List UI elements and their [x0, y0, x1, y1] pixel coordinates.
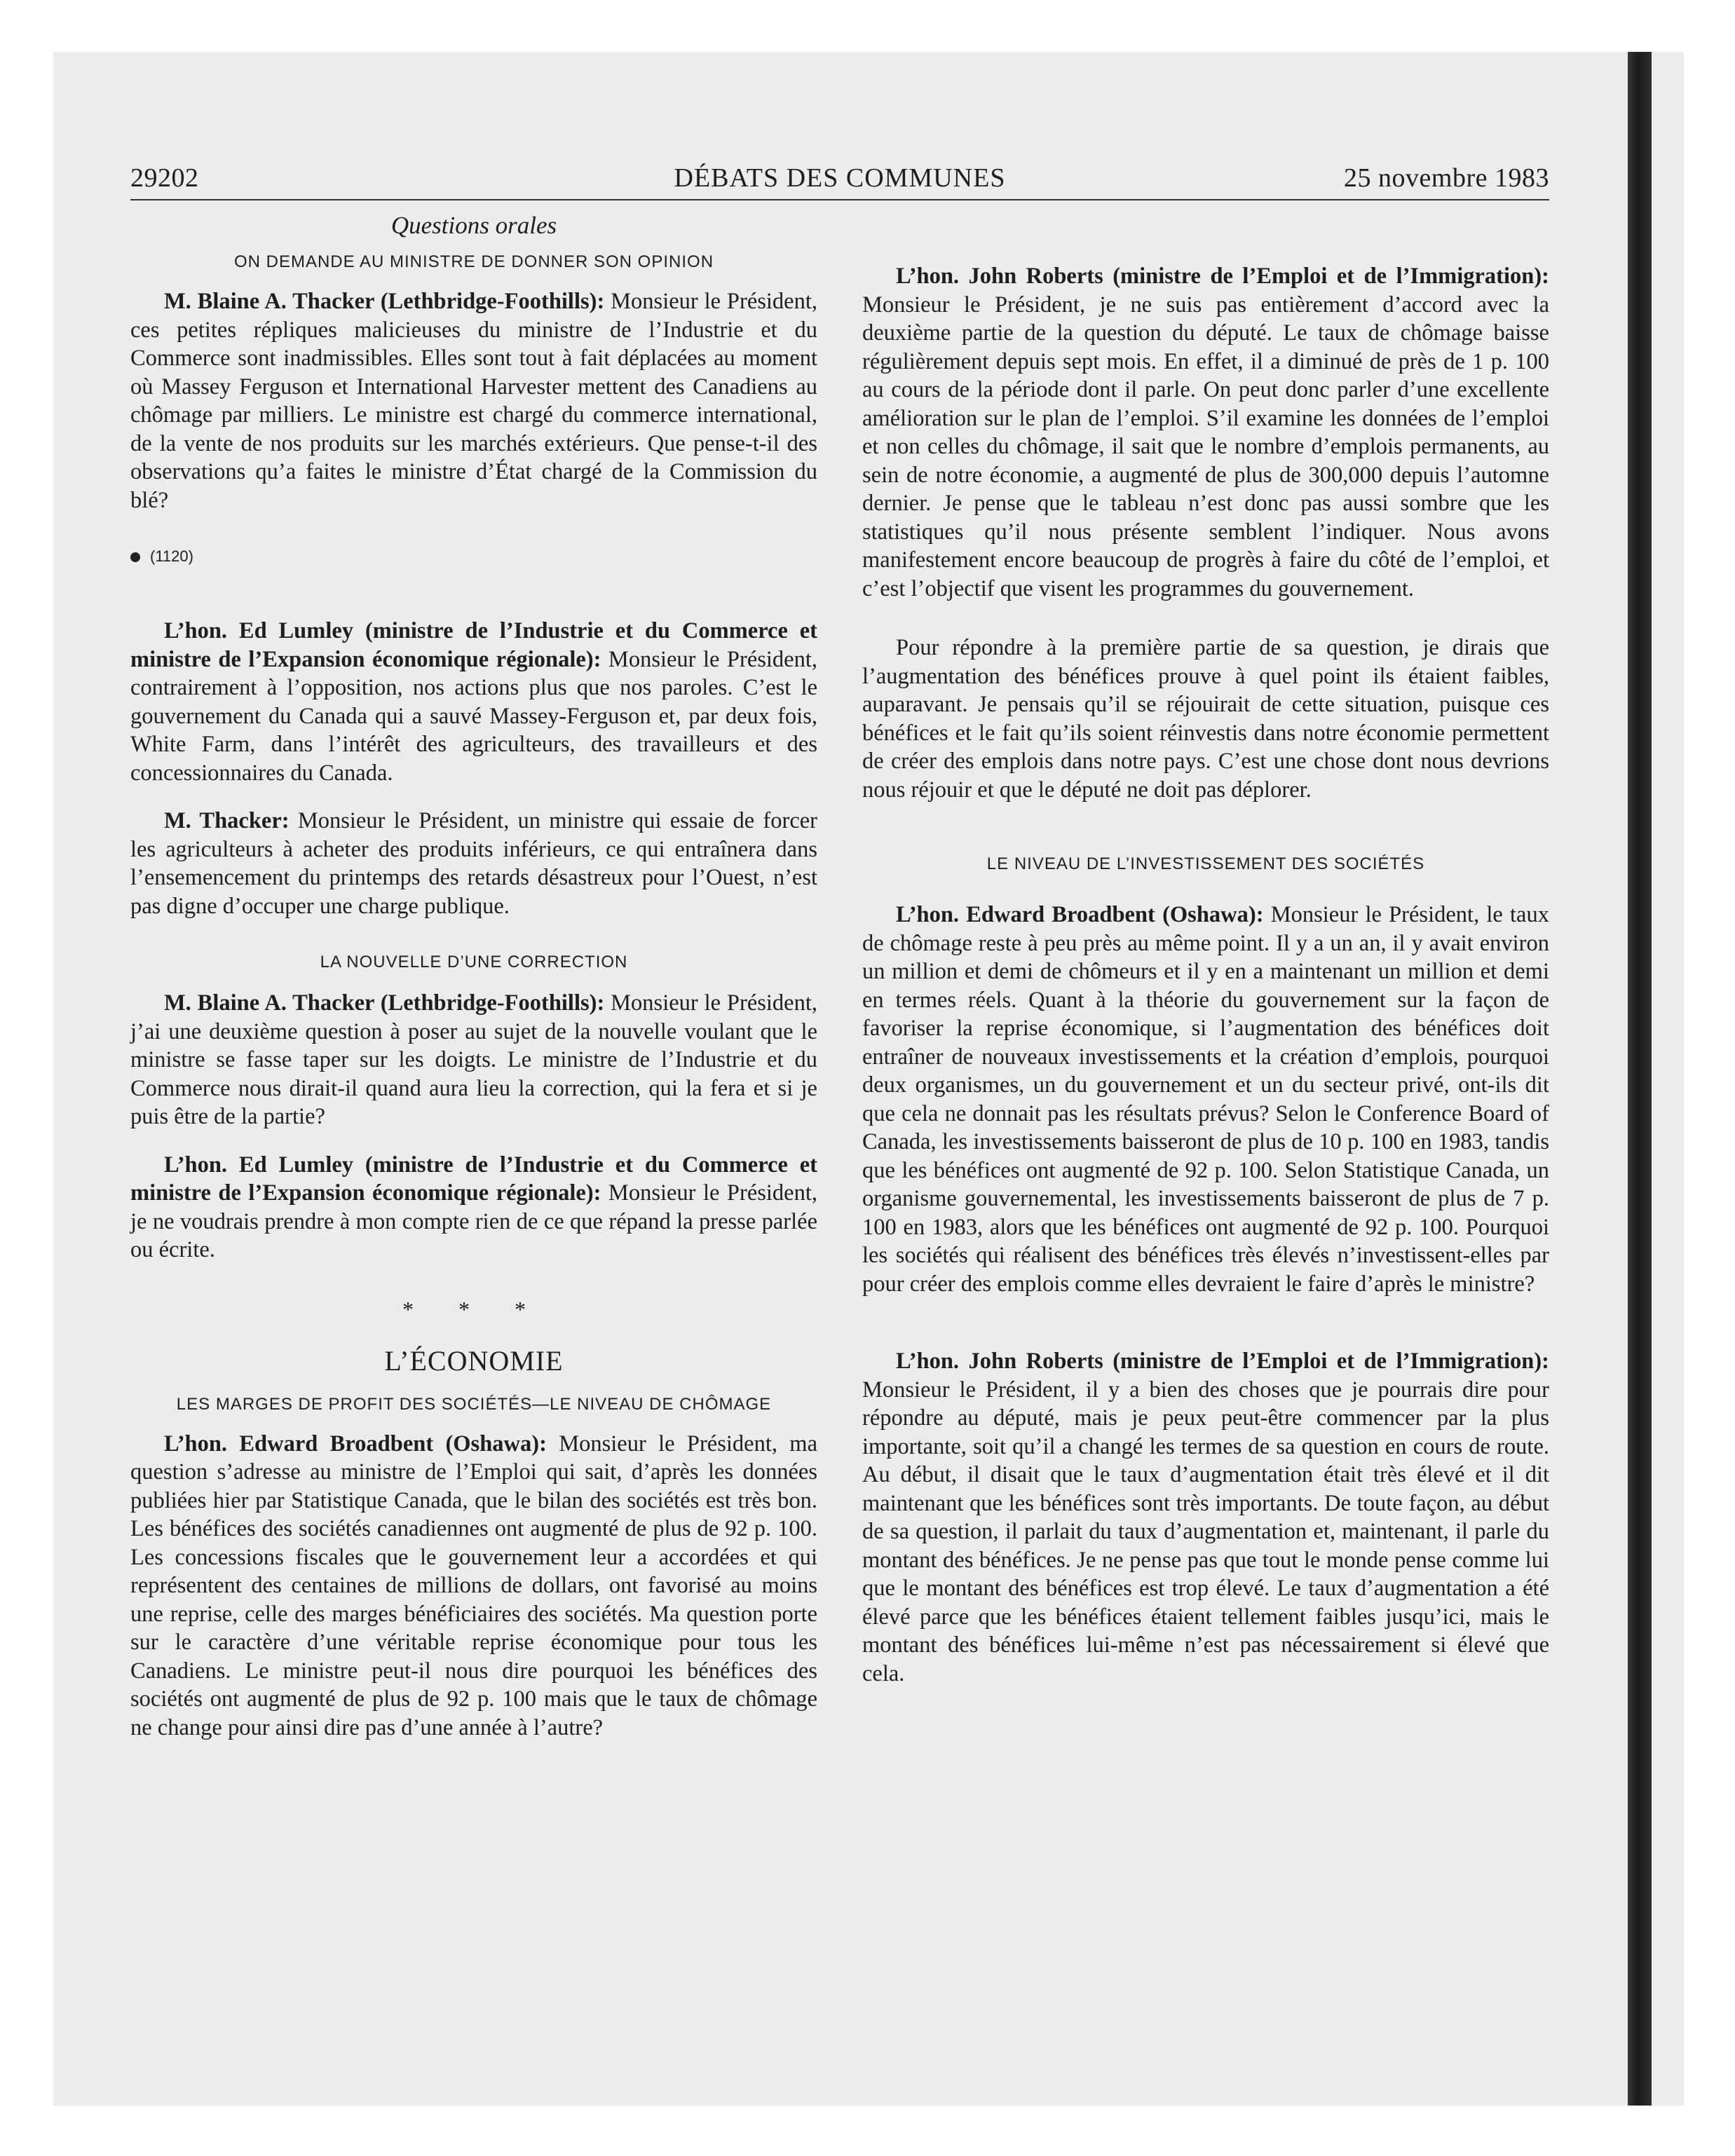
speaker-name: M. Blaine A. Thacker (Lethbridge-Foothills):: [164, 990, 605, 1016]
speaker-name: L’hon. John Roberts (ministre de l’Emploi et de l’Immigration):: [896, 264, 1549, 289]
speech-text: Monsieur le Président, contrairement à l’opposition, nos actions plus que nos paroles. C’est le gouvernement du Canada qui a sauvé Massey-Ferguson et, par deux fois, White Farm, dans l’intérêt des agriculteurs, des travailleurs et des concessionnaires du Canada.: [130, 646, 817, 786]
subheading: ON DEMANDE AU MINISTRE DE DONNER SON OPINION: [233, 252, 714, 271]
speaker-name: L’hon. Ed Lumley (ministre de l’Industrie et du Commerce et ministre de l’Expansion économique régionale):: [130, 618, 817, 672]
subheading: LA NOUVELLE D’UNE CORRECTION: [320, 953, 628, 971]
speaker-name: M. Thacker:: [164, 808, 290, 833]
speech-paragraph: Pour répondre à la première partie de sa question, je dirais que l’augmentation des bénéfices prouve à quel point ils étaient faibles, auparavant. Je pensais qu’il se réjouirait de cette situation, puisque ces bénéfices et le fait qu’ils soient réinvestis dans notre économie permettent de créer des emplois dans notre pays. C’est une chose dont nous devrions nous réjouir et que le député ne doit pas déplorer.: [862, 635, 1549, 803]
subheading: LE NIVEAU DE L’INVESTISSEMENT DES SOCIÉTÉS: [986, 854, 1425, 873]
header-rule: [130, 199, 1549, 200]
speech-text: Monsieur le Président, j’ai une deuxième question à poser au sujet de la nouvelle voulant que le ministre se fasse taper sur les doigts. Le ministre de l’Industrie et du Commerce nous dirait-il quand aura lieu la correction, qui la fera et si je puis être de la partie?: [130, 990, 818, 1129]
right-column: [862, 262, 1549, 1688]
speech-text: Monsieur le Président, je ne voudrais prendre à mon compte rien de ce que répand la presse parlée ou écrite.: [130, 1180, 817, 1262]
left-column: [130, 210, 817, 1742]
time-marker-text: (1120): [150, 547, 193, 565]
publication-title: DÉBATS DES COMMUNES: [674, 163, 1006, 193]
speaker-name: M. Blaine A. Thacker (Lethbridge-Foothills):: [164, 289, 605, 314]
speech-text: Monsieur le Président, je ne suis pas entièrement d’accord avec la deuxième partie de la question du député. Le taux de chômage baisse régulièrement depuis sept mois. En effet, il a diminué de près de 1 p. 100 au cours de la période dont il parle. On peut donc parler d’une excellente amélioration sur le plan de l’emploi. S’il examine les données de l’emploi et non celles du chômage, il sait que le nombre d’emplois permanents, au sein de notre économie, a augmenté de plus de 300,000 depuis l’automne dernier. Je pense que le tableau n’est donc pas aussi sombre que les statistiques qu’il nous présente semblent l’indiquer. Nous avons manifestement encore beaucoup de progrès à faire du côté de l’emploi, et c’est l’objectif que visent les programmes du gouvernement.: [862, 292, 1549, 601]
speech-text: Monsieur le Président, ces petites répliques malicieuses du ministre de l’Industrie et du Commerce sont inadmissibles. Elles sont tout à fait déplacées au moment où Massey Ferguson et International Harvester mettent des Canadiens au chômage par milliers. Le ministre est chargé du commerce international, de la vente de nos produits sur les marchés extérieurs. Que pense-t-il des observations qu’a faites le ministre d’État chargé de la Commission du blé?: [130, 289, 818, 513]
speech-paragraph: [130, 1430, 817, 1742]
bullet-icon: [130, 552, 140, 562]
speech-paragraph: [130, 989, 817, 1131]
speaker-name: L’hon. John Roberts (ministre de l’Emploi et de l’Immigration):: [896, 1349, 1549, 1374]
speech-paragraph: [862, 1347, 1549, 1688]
page-date: 25 novembre 1983: [1344, 163, 1549, 193]
topic-heading: L’ÉCONOMIE: [384, 1344, 564, 1377]
speaker-name: L’hon. Edward Broadbent (Oshawa):: [896, 902, 1264, 927]
speech-text: Monsieur le Président, il y a bien des choses que je pourrais dire pour répondre au député, mais je peux peut-être commencer par la plus importante, soit qu’il a changé les termes de sa question en cours de route. Au début, il disait que le taux d’augmentation était très élevé et il dit maintenant que les bénéfices sont très importants. De toute façon, au début de sa question, il parlait du taux d’augmentation et, maintenant, il parle du montant des bénéfices. Je ne pense pas que tout le monde pense comme lui que le montant des bénéfices est trop élevé. Le taux d’augmentation a été élevé parce que les bénéfices étaient tellement faibles jusqu’ici, mais le montant des bénéfices lui-même n’est pas nécessairement si élevé que cela.: [862, 1377, 1549, 1686]
page-number: 29202: [130, 163, 199, 193]
speech-text: Monsieur le Président, ma question s’adresse au ministre de l’Emploi qui sait, d’après les données publiées hier par Statistique Canada, que le bilan des sociétés est très bon. Les bénéfices des sociétés canadiennes ont augmenté de plus de 92 p. 100. Les concessions fiscales que le gouvernement leur a accordées et qui représentent des centaines de millions de dollars, ont favorisé au moins une reprise, celle des marges bénéficiaires des sociétés. Ma question porte sur le caractère d’une véritable reprise économique pour tous les Canadiens. Le ministre peut-il nous dire pourquoi les bénéfices des sociétés ont augmenté de plus de 92 p. 100 mais que le taux de chômage ne change pour ainsi dire pas d’une année à l’autre?: [130, 1431, 817, 1740]
speaker-name: L’hon. Edward Broadbent (Oshawa):: [164, 1431, 547, 1456]
speech-paragraph: [130, 1151, 817, 1264]
speech-paragraph: [862, 262, 1549, 603]
section-separator: * * *: [402, 1296, 545, 1322]
speech-text: Monsieur le Président, un ministre qui essaie de forcer les agriculteurs à acheter des produits inférieurs, ce qui entraînera dans l’ensemencement du printemps des retards désastreux pour l’Ouest, n’est pas digne d’occuper une charge publique.: [130, 808, 818, 919]
speech-paragraph: [130, 287, 817, 514]
speech-paragraph: [862, 901, 1549, 1298]
section-title: Questions orales: [390, 212, 557, 239]
subheading: LES MARGES DE PROFIT DES SOCIÉTÉS—LE NIVEAU DE CHÔMAGE: [176, 1394, 772, 1414]
page-header: [130, 163, 1549, 198]
time-marker: [130, 545, 817, 568]
speech-text: Monsieur le Président, le taux de chômage reste à peu près au même point. Il y a un an, il y avait environ un million et demi de chômeurs et il y en a maintenant un million et demi en termes réels. Quant à la théorie du gouvernement sur la façon de favoriser la reprise économique, si l’augmentation des bénéfices doit entraîner de nouveaux investissements et la création d’emplois, pourquoi deux organismes, un du gouvernement et un du secteur privé, ont-ils dit que cela ne donnait pas les résultats prévus? Selon le Conference Board of Canada, les investissements baisseront de plus de 10 p. 100 en 1983, tandis que les bénéfices ont augmenté de 92 p. 100. Selon Statistique Canada, un organisme gouvernemental, les investissements baisseront de plus de 7 p. 100 en 1983, alors que les bénéfices ont augmenté de 92 p. 100. Pourquoi les sociétés qui réalisent des bénéfices très élevés n’investissent-elles par pour créer des emplois comme elles devraient le faire d’après le ministre?: [862, 902, 1549, 1297]
speech-paragraph: [130, 617, 817, 787]
speaker-name: L’hon. Ed Lumley (ministre de l’Industrie et du Commerce et ministre de l’Expansion économique régionale):: [130, 1152, 817, 1206]
speech-paragraph: [130, 807, 817, 920]
page-edge-shadow: [1628, 52, 1652, 2106]
